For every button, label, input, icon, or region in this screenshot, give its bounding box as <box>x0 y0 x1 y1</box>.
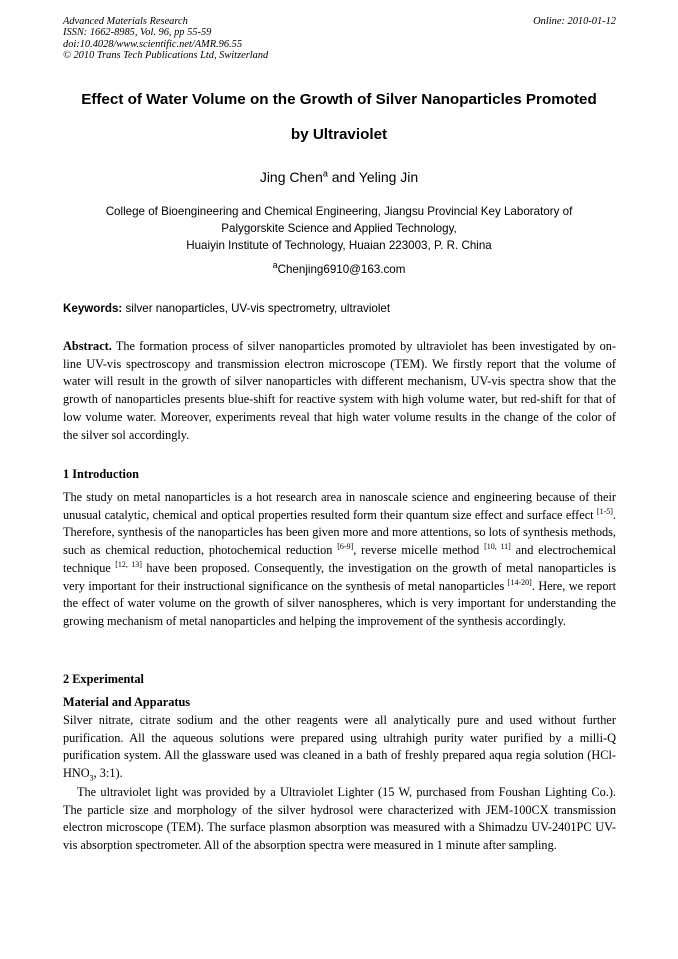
apparatus-paragraph: The ultraviolet light was provided by a Ultraviolet Lighter (15 W, purchased from Foushan Lighting Co.). The particle size and morphology of the silver hydrosol were characterized with JEM-100CX transmission electron microscope (TEM). The surface plasmon absorption was measured with a Shimadzu UV-2401PC UV-vis absorption spectrometer. All of the absorption spectra were measured in 1 minute after sampling. <box>63 785 616 853</box>
journal-doi: doi:10.4028/www.scientific.net/AMR.96.55 <box>63 38 243 50</box>
affiliation-line-3: Huaiyin Institute of Technology, Huaian 223003, P. R. China <box>186 239 492 252</box>
citation: [1-5] <box>596 506 613 516</box>
section-heading-experimental: 2 Experimental <box>63 672 144 686</box>
paragraph-text: Silver nitrate, citrate sodium and the other reagents were all analytically pure and used without further purification. All the aqueous solutions were prepared using ultrahigh purity water purified by a milli-Q purification system. All the glassware used was cleaned in a bath of freshly prepared aqua regia solution (HCl-HNO <box>63 713 616 781</box>
paper-title-line-1: Effect of Water Volume on the Growth of Silver Nanoparticles Promoted <box>81 91 597 108</box>
subscript: 3 <box>89 773 94 783</box>
keywords <box>63 301 616 316</box>
keywords-label: Keywords: <box>63 302 123 315</box>
citation: [10, 11] <box>484 542 511 552</box>
author-affiliation-mark: a <box>322 168 328 179</box>
subsection-heading-materials: Material and Apparatus <box>63 695 191 709</box>
running-header <box>63 16 616 62</box>
abstract-text: The formation process of silver nanoparticles promoted by ultraviolet has been investigated by on-line UV-vis spectroscopy and transmission electron microscope (TEM). We firstly report that the volume of water will result in the growth of silver nanoparticles with different mechanism, UV-vis spectra show that the growth of nanoparticles presents blue-shift for reactive system with high volume water, but red-shift for that of low volume water. Moreover, experiments reveal that high water volume results in the change of the color of the silver sol accordingly. <box>63 339 616 442</box>
journal-copyright: © 2010 Trans Tech Publications Ltd, Switzerland <box>63 50 269 62</box>
citation: [14-20] <box>507 577 532 587</box>
materials-paragraph <box>63 712 616 783</box>
paragraph-text: , 3:1). <box>93 766 123 781</box>
author-connector: and <box>327 169 359 185</box>
journal-name: Advanced Materials Research <box>63 16 188 27</box>
paper-title-line-2: by Ultraviolet <box>290 126 388 143</box>
author-list <box>40 168 638 186</box>
abstract <box>63 338 616 444</box>
paragraph-text: . Therefore, synthesis of the nanoparticles has been given more and more attentions, so lots of synthesis methods, such as chemical reduction, photochemical reduction <box>63 507 616 558</box>
journal-issn: ISSN: 1662-8985, Vol. 96, pp 55-59 <box>63 27 212 39</box>
citation: [6-9] <box>337 542 354 552</box>
affiliation-line-2: Palygorskite Science and Applied Technology, <box>221 222 457 235</box>
email-mark: a <box>272 260 278 271</box>
author-name: Yeling Jin <box>358 169 419 185</box>
abstract-label: Abstract. <box>63 339 112 353</box>
paragraph-text: and electrochemical technique <box>63 543 616 575</box>
paragraph-text: , reverse micelle method <box>353 543 485 558</box>
online-date: Online: 2010-01-12 <box>533 16 616 27</box>
email-address: Chenjing6910@163.com <box>277 263 406 276</box>
paragraph-text: have been proposed. Consequently, the investigation on the growth of metal nanoparticles is very important for their instructional significance on the synthesis of metal nanoparticles <box>63 560 617 593</box>
paragraph-text: . Here, we report the effect of water volume on the growth of silver nanospheres, which is very important for understanding the growing mechanism of metal nanoparticles and helping the improvement of the synthesis accordingly. <box>63 578 616 628</box>
introduction-paragraph <box>63 489 616 631</box>
author-name: Jing Chen <box>259 169 323 185</box>
citation: [12, 13] <box>115 559 142 569</box>
keywords-text: silver nanoparticles, UV-vis spectrometry, ultraviolet <box>122 302 391 315</box>
section-heading-introduction: 1 Introduction <box>63 467 139 481</box>
affiliation-line-1: College of Bioengineering and Chemical Engineering, Jiangsu Provincial Key Laboratory of <box>105 205 573 218</box>
paragraph-text: The study on metal nanoparticles is a hot research area in nanoscale science and engineering because of their unusual catalytic, chemical and optical properties resulted form their quantum size effect and surface effect <box>63 490 616 522</box>
corresponding-email <box>40 262 638 277</box>
